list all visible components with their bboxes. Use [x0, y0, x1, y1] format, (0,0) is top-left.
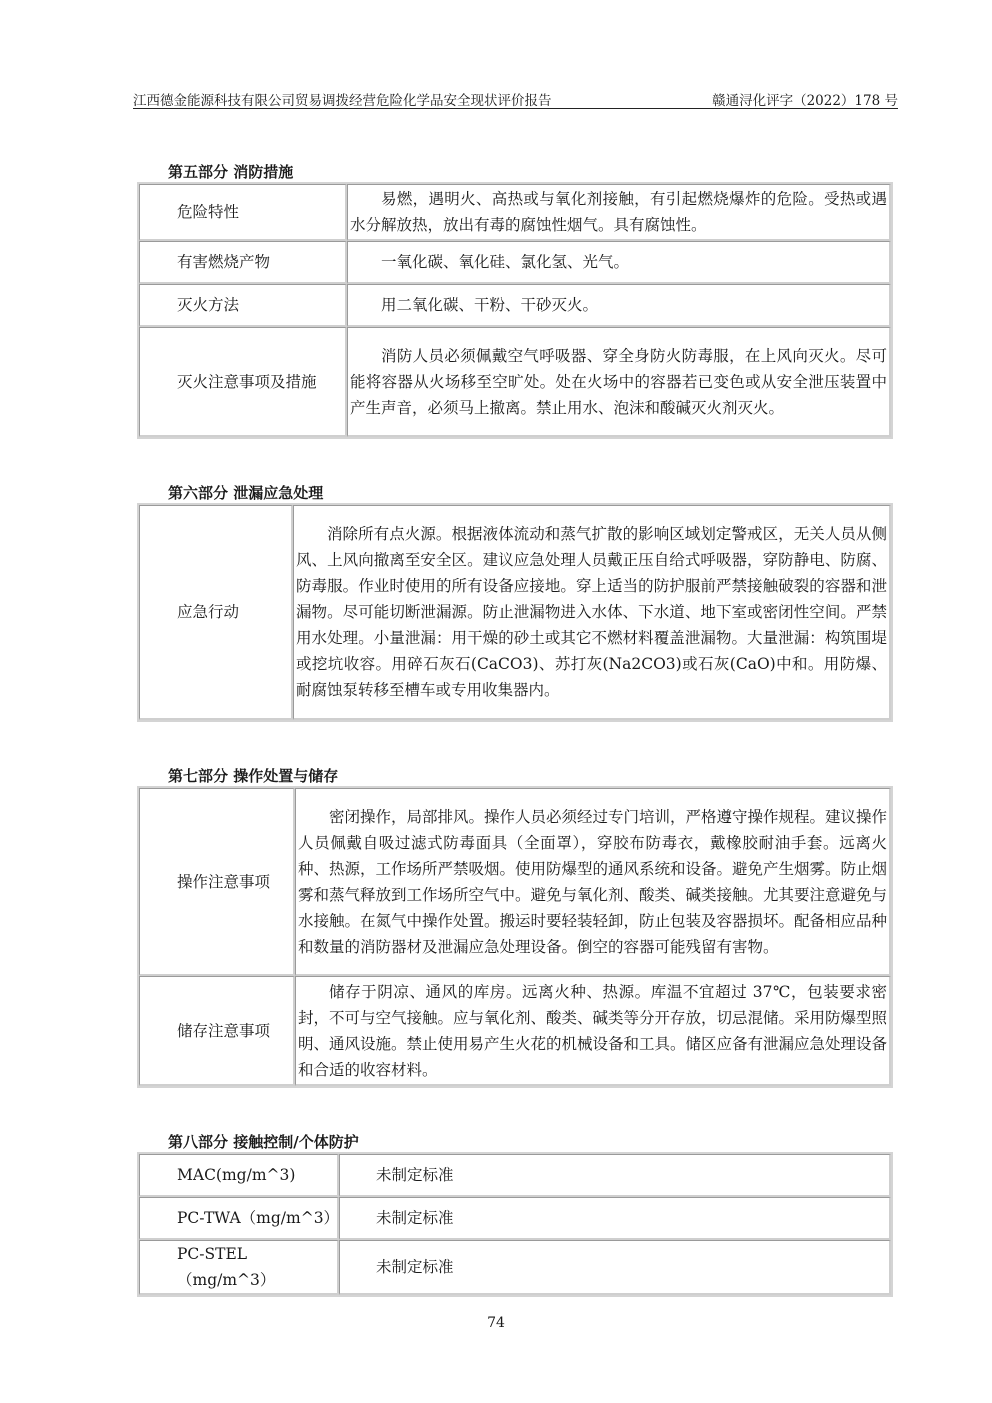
- row-content: [347, 241, 891, 284]
- table-row: [139, 1197, 891, 1240]
- page-number: 74: [487, 1315, 505, 1331]
- row-label: 灭火方法: [139, 284, 347, 327]
- row-label: MAC(mg/m^3): [139, 1154, 339, 1197]
- row-content: [347, 284, 891, 327]
- table-row: [139, 788, 891, 976]
- row-text: 密闭操作，局部排风。操作人员必须经过专门培训，严格遵守操作规程。建议操作人员佩戴自吸过滤式防毒面具（全面罩），穿胶布防毒衣，戴橡胶耐油手套。远离火种、热源，工作场所严禁吸烟。使用防爆型的通风系统和设备。避免产生烟雾。防止烟雾和蒸气释放到工作场所空气中。避免与氧化剂、酸类、碱类接触。尤其要注意避免与水接触。在氮气中操作处置。搬运时要轻装轻卸，防止包装及容器损坏。配备相应品种和数量的消防器材及泄漏应急处理设备。倒空的容器可能残留有害物。: [298, 807, 888, 956]
- header-report-number: 赣通浔化评字（2022）178 号: [712, 93, 898, 109]
- row-content: [347, 327, 891, 437]
- row-label: 储存注意事项: [139, 976, 295, 1086]
- table-row: [139, 327, 891, 437]
- row-text: 未制定标准: [339, 1197, 891, 1240]
- exposure-control-table: [137, 1152, 893, 1297]
- section-title-leak-response: 第六部分 泄漏应急处理: [168, 484, 324, 502]
- row-text: 易燃，遇明火、高热或与氧化剂接触，有引起燃烧爆炸的危险。受热或遇水分解放热，放出有毒的腐蚀性烟气。具有腐蚀性。: [350, 190, 887, 234]
- table-row: [139, 1154, 891, 1197]
- header-report-title: 江西德金能源科技有限公司贸易调拨经营危险化学品安全现状评价报告: [133, 93, 552, 109]
- row-content: [295, 788, 891, 976]
- table-row: [139, 284, 891, 327]
- row-label: 灭火注意事项及措施: [139, 327, 347, 437]
- leak-response-table: [137, 503, 893, 722]
- row-text: 未制定标准: [339, 1154, 891, 1197]
- row-content: [347, 184, 891, 241]
- row-text: 用二氧化碳、干粉、干砂灭火。: [381, 296, 599, 314]
- row-content: [295, 976, 891, 1086]
- row-content: [293, 505, 891, 720]
- row-label: 操作注意事项: [139, 788, 295, 976]
- table-row: [139, 505, 891, 720]
- table-row: [139, 976, 891, 1086]
- section-title-handling-storage: 第七部分 操作处置与储存: [168, 767, 339, 785]
- table-row: [139, 241, 891, 284]
- row-label: 危险特性: [139, 184, 347, 241]
- row-label: 有害燃烧产物: [139, 241, 347, 284]
- section-title-fire-fighting: 第五部分 消防措施: [168, 163, 294, 181]
- fire-fighting-table: [137, 182, 893, 439]
- row-label: PC-STEL（mg/m^3）: [139, 1240, 339, 1295]
- row-text: 储存于阴凉、通风的库房。远离火种、热源。库温不宜超过 37℃，包装要求密封，不可与空气接触。应与氧化剂、酸类、碱类等分开存放，切忌混储。采用防爆型照明、通风设施。禁止使用易产生火花的机械设备和工具。储区应备有泄漏应急处理设备和合适的收容材料。: [298, 982, 888, 1079]
- page-header: [133, 86, 898, 109]
- row-text: 一氧化碳、氧化硅、氯化氢、光气。: [381, 253, 630, 271]
- table-row: [139, 1240, 891, 1295]
- row-text: 未制定标准: [339, 1240, 891, 1295]
- row-text: 消除所有点火源。根据液体流动和蒸气扩散的影响区域划定警戒区，无关人员从侧风、上风向撤离至安全区。建议应急处理人员戴正压自给式呼吸器，穿防静电、防腐、防毒服。作业时使用的所有设备应接地。穿上适当的防护服前严禁接触破裂的容器和泄漏物。尽可能切断泄漏源。防止泄漏物进入水体、下水道、地下室或密闭性空间。严禁用水处理。小量泄漏：用干燥的砂土或其它不燃材料覆盖泄漏物。大量泄漏：构筑围堤或挖坑收容。用碎石灰石(CaCO3)、苏打灰(Na2CO3)或石灰(CaO)中和。用防爆、耐腐蚀泵转移至槽车或专用收集器内。: [296, 525, 887, 699]
- handling-storage-table: [137, 786, 893, 1088]
- row-label: 应急行动: [139, 505, 293, 720]
- row-text: 消防人员必须佩戴空气呼吸器、穿全身防火防毒服，在上风向灭火。尽可能将容器从火场移至空旷处。处在火场中的容器若已变色或从安全泄压装置中产生声音，必须马上撤离。禁止用水、泡沫和酸碱灭火剂灭火。: [350, 346, 887, 417]
- section-title-exposure-control: 第八部分 接触控制/个体防护: [168, 1133, 359, 1151]
- table-row: [139, 184, 891, 241]
- row-label: PC-TWA（mg/m^3）: [139, 1197, 339, 1240]
